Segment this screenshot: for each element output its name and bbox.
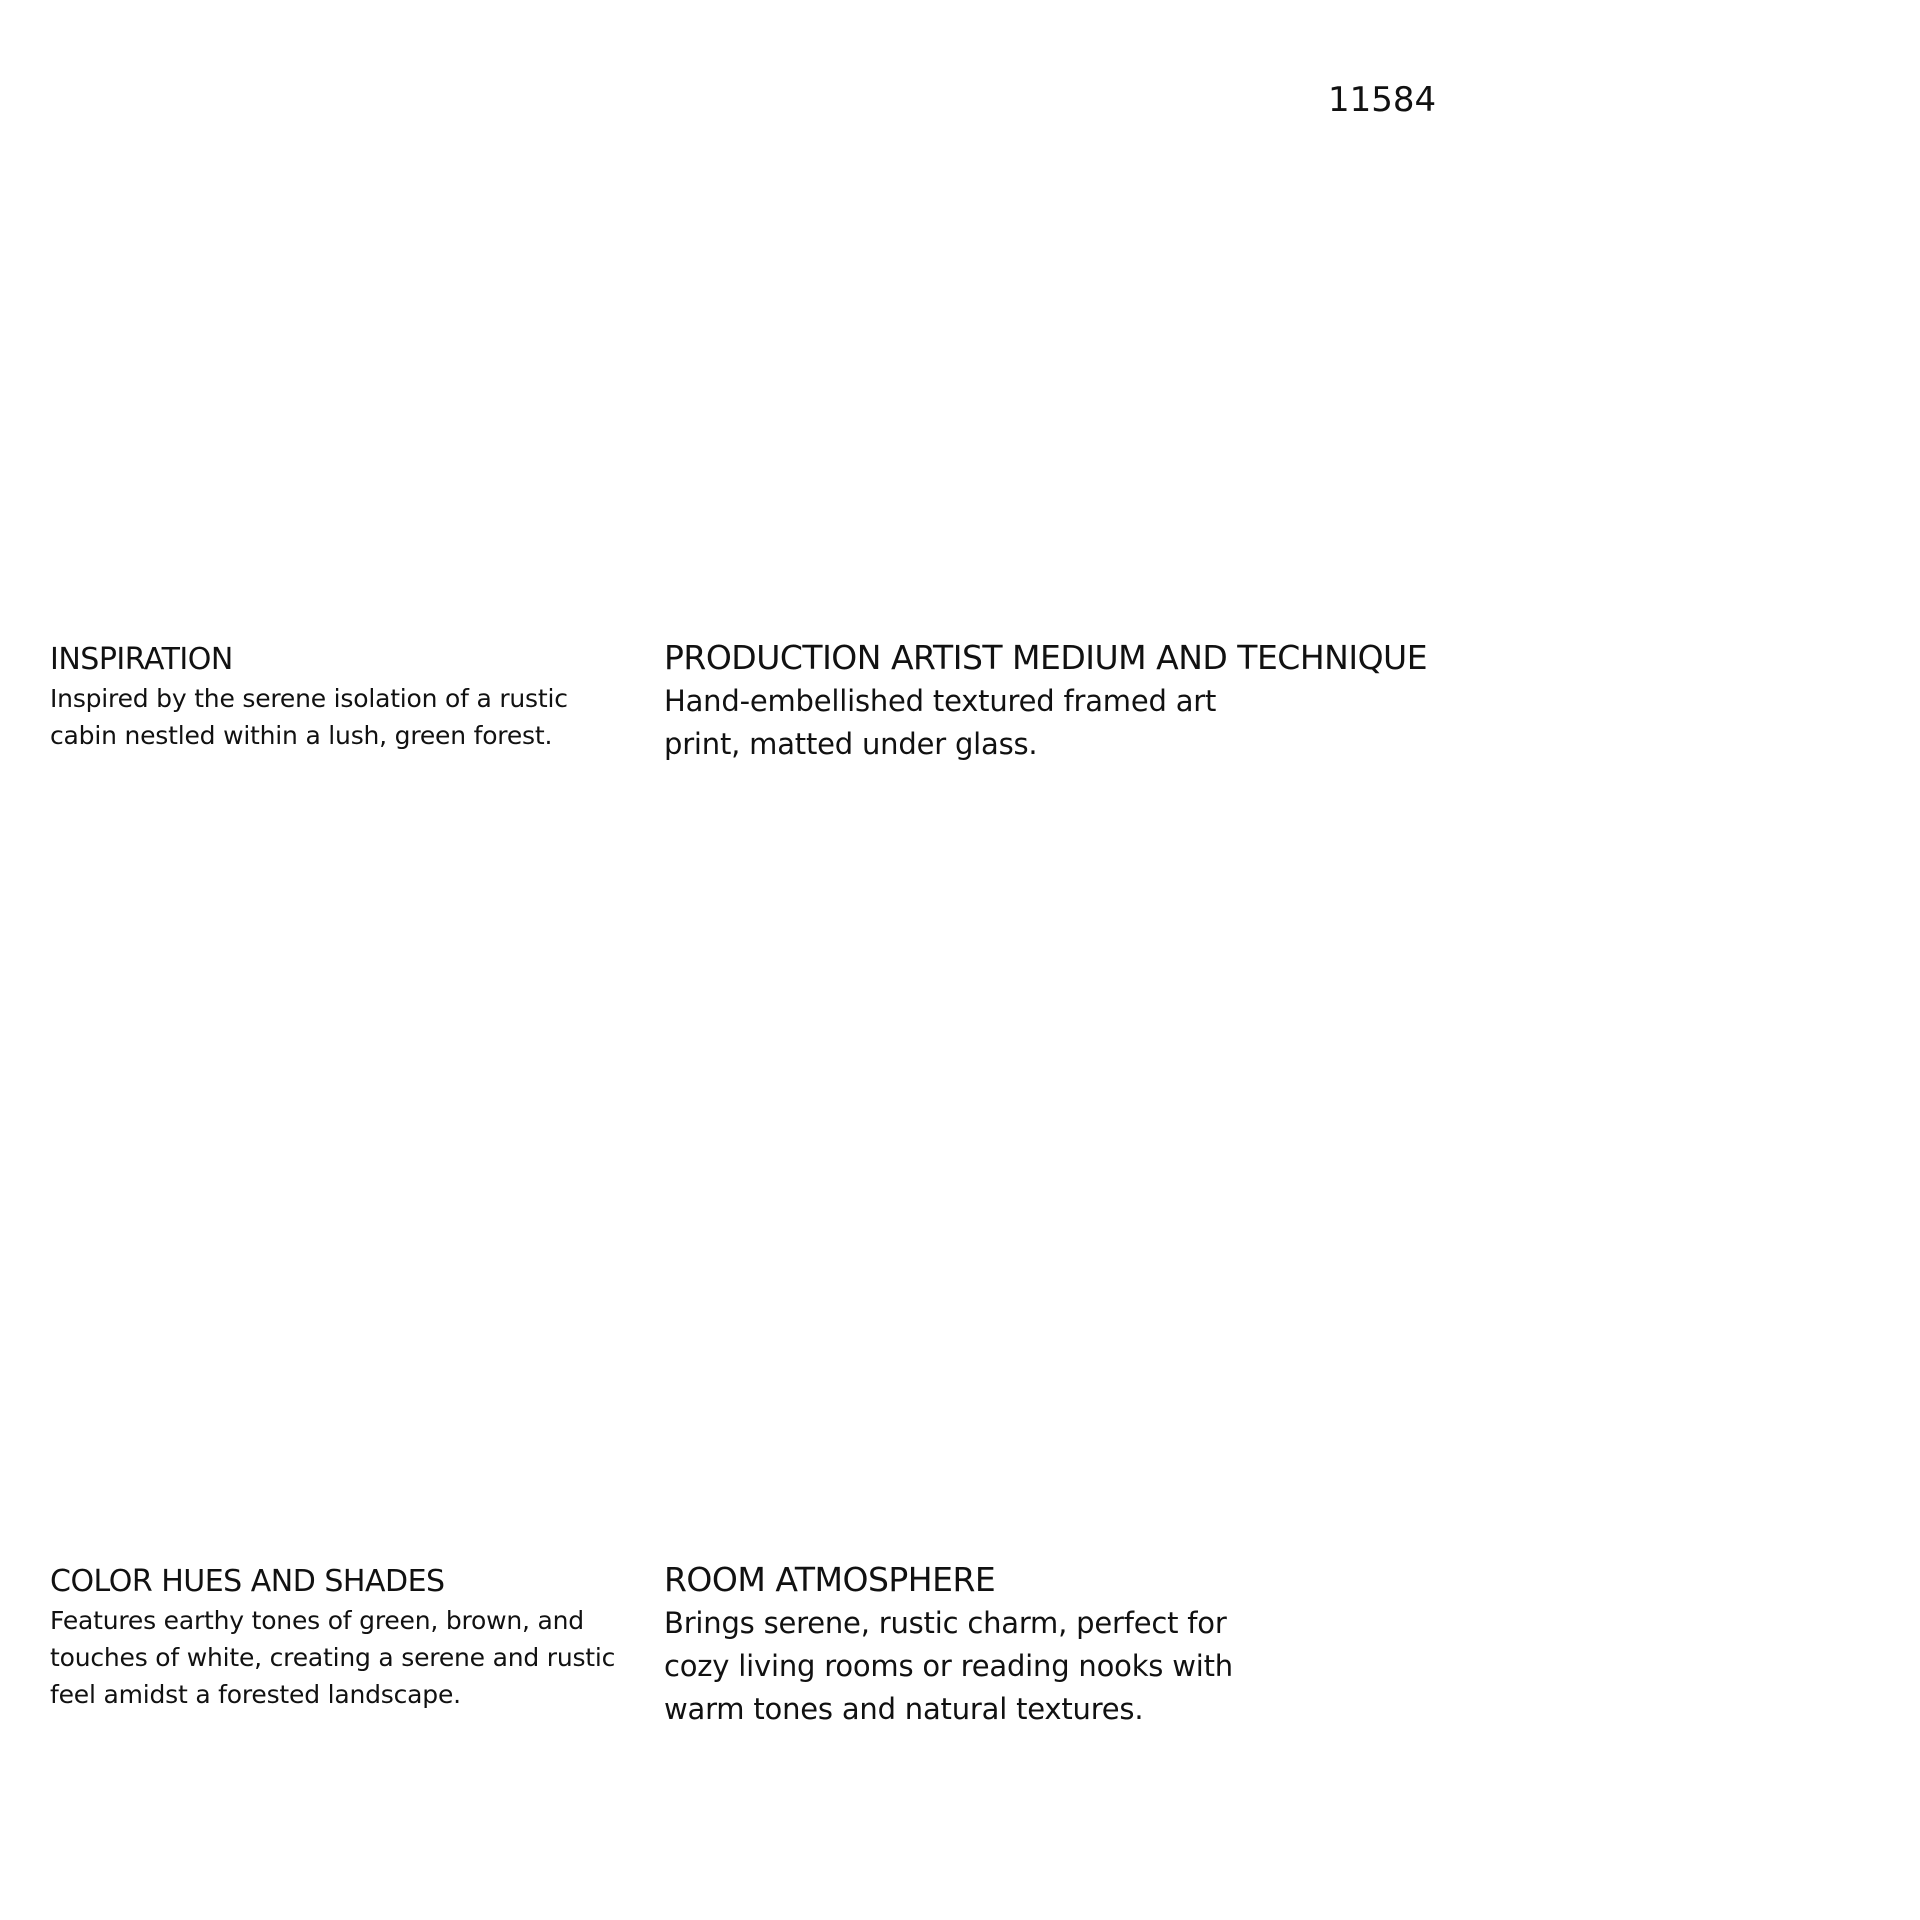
room-atmosphere-section: [664, 1558, 1284, 1731]
product-code: 11584: [1328, 80, 1437, 120]
color-hues-section: [50, 1562, 650, 1713]
inspiration-section: [50, 640, 630, 754]
color-hues-text: Features earthy tones of green, brown, and touches of white, creating a serene and rustic feel amidst a forested landscape.: [50, 1606, 616, 1709]
inspiration-heading: INSPIRATION: [50, 642, 233, 677]
medium-technique-heading: PRODUCTION ARTIST MEDIUM AND TECHNIQUE: [664, 638, 1428, 677]
room-atmosphere-heading: ROOM ATMOSPHERE: [664, 1560, 996, 1599]
medium-technique-section: [664, 636, 1524, 766]
room-atmosphere-text: Brings serene, rustic charm, perfect for cozy living rooms or reading nooks with warm tones and natural textures.: [664, 1606, 1233, 1726]
color-hues-heading: COLOR HUES AND SHADES: [50, 1564, 445, 1599]
medium-technique-text: Hand-embellished textured framed art print, matted under glass.: [664, 684, 1217, 761]
inspiration-text: Inspired by the serene isolation of a rustic cabin nestled within a lush, green forest.: [50, 684, 568, 750]
